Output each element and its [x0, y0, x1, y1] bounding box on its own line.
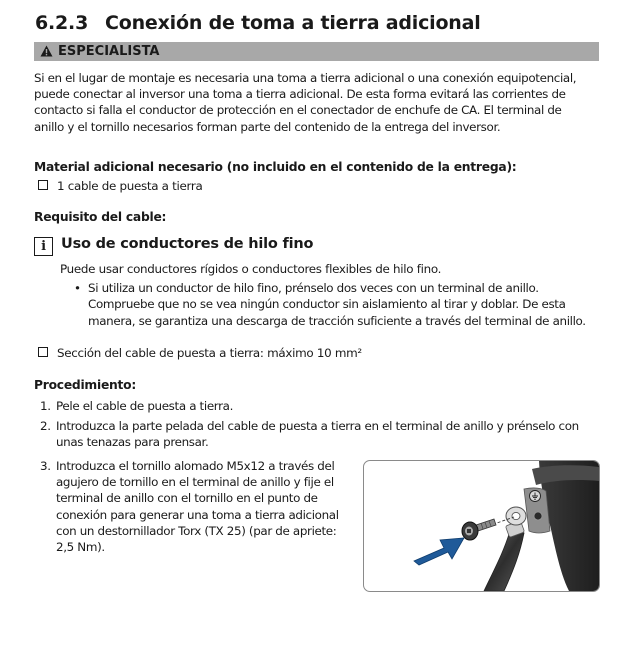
step-line: Introduzca la parte pelada del cable de puesta a tierra en el terminal de anillo y prénselo con [56, 419, 579, 433]
checkbox-icon [38, 347, 48, 357]
ring-terminal-icon [506, 507, 526, 525]
material-heading: Material adicional necesario (no incluido en el contenido de la entrega): [34, 160, 517, 174]
cable-requirement-heading: Requisito del cable: [34, 210, 167, 224]
procedure-heading: Procedimiento: [34, 378, 137, 392]
bullet-text [88, 280, 586, 329]
intro-line: Si en el lugar de montaje es necesaria una toma a tierra adicional o una conexión equipotencial, [34, 71, 577, 85]
warning-label: ESPECIALISTA [58, 44, 160, 59]
section-heading [35, 12, 481, 34]
step-text [56, 398, 233, 414]
grounding-illustration [363, 460, 600, 592]
material-item [38, 179, 202, 193]
intro-line: contacto si falla el conductor de protección en el conectador de enchufe de CA. El terminal de [34, 103, 562, 118]
step-line: unas tenazas para prensar. [56, 435, 209, 450]
bullet-line: manera, se garantiza una descarga de tracción suficiente a través del terminal de anillo. [88, 313, 586, 328]
step-line: terminal de anillo con el tornillo en el punto de [56, 491, 318, 506]
step-line: 2,5 Nm). [56, 540, 105, 555]
warning-triangle-icon [40, 45, 53, 57]
bullet-icon: • [74, 281, 81, 295]
cable-section-item [38, 346, 362, 360]
screw-icon [462, 519, 496, 540]
cable-section-label: Sección del cable de puesta a tierra: máximo 10 mm² [57, 346, 362, 360]
step-text [56, 418, 579, 450]
info-text: Puede usar conductores rígidos o conductores flexibles de hilo fino. [60, 262, 442, 276]
bullet-line: Si utiliza un conductor de hilo fino, prénselo dos veces con un terminal de anillo. [88, 281, 539, 295]
step-line: conexión para generar una toma a tierra adicional [56, 507, 339, 522]
step-line: agujero de tornillo en el terminal de anillo y fije el [56, 475, 334, 490]
info-heading [34, 236, 313, 256]
ground-cable [484, 531, 524, 591]
info-icon: i [34, 237, 53, 256]
arrow-icon [414, 538, 464, 565]
step-line: Pele el cable de puesta a tierra. [56, 399, 234, 413]
step-text [56, 458, 339, 555]
section-number: 6.2.3 [35, 12, 89, 34]
section-title: Conexión de toma a tierra adicional [105, 12, 481, 34]
warning-bar [34, 42, 599, 61]
intro-line: puede conectar al inversor una toma a tierra adicional. De esta forma evitará las corrientes de [34, 87, 566, 102]
bullet-line: Compruebe que no se vea ningún conductor sin aislamiento al tirar y doblar. De esta [88, 297, 566, 312]
illustration-drawing [364, 461, 599, 591]
info-title: Uso de conductores de hilo fino [61, 236, 314, 252]
step-line: con un destornillador Torx (TX 25) (par de apriete: [56, 523, 337, 538]
intro-paragraph [34, 70, 604, 135]
step-line: Introduzca el tornillo alomado M5x12 a través del [56, 459, 335, 473]
step-number: 3. [40, 459, 51, 473]
checkbox-icon [38, 180, 48, 190]
step-number: 2. [40, 419, 51, 433]
step-number: 1. [40, 399, 51, 413]
intro-line: anillo y el tornillo necesarios forman parte del contenido de la entrega del inversor. [34, 119, 501, 134]
material-item-label: 1 cable de puesta a tierra [57, 179, 203, 193]
ground-symbol-icon [530, 491, 541, 502]
